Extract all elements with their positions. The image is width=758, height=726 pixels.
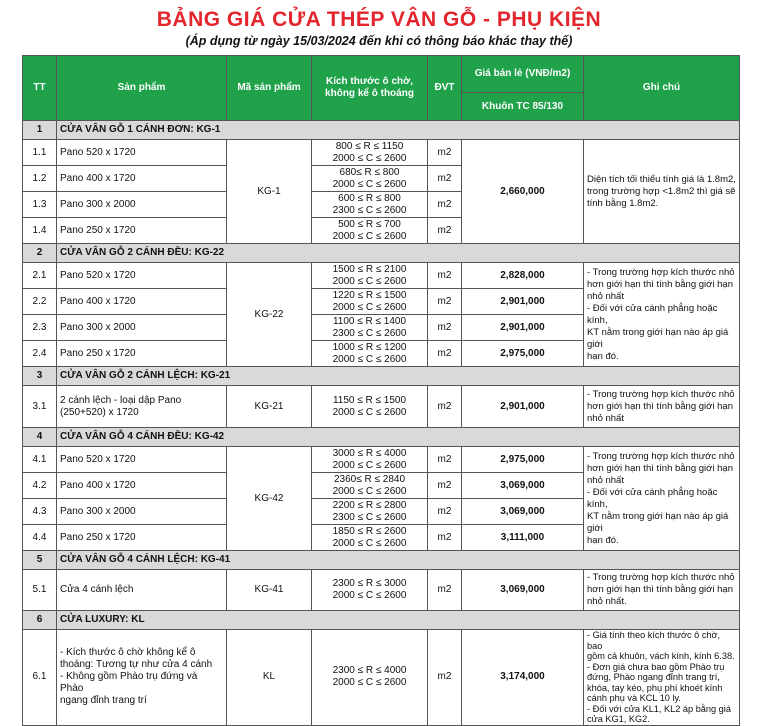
row-size xyxy=(312,140,428,166)
page-title: BẢNG GIÁ CỬA THÉP VÂN GỖ - PHỤ KIỆN xyxy=(156,8,602,31)
size-c: 2000 ≤ C ≤ 2600 xyxy=(332,275,407,287)
section-name: CỬA LUXURY: KL xyxy=(57,611,740,630)
header-size: Kích thước ô chờ, không kể ô thoáng xyxy=(312,56,428,121)
table-row xyxy=(23,447,740,473)
header-price: Giá bán lẻ (VNĐ/m2) xyxy=(462,56,584,93)
section-no: 6 xyxy=(23,611,57,630)
note-line: nhỏ nhất xyxy=(587,474,624,486)
note-line: hạn đó. xyxy=(587,534,619,546)
size-c: 2300 ≤ C ≤ 2600 xyxy=(332,327,407,339)
header-unit: ĐVT xyxy=(428,56,462,121)
row-product: Pano 250 x 1720 xyxy=(57,218,227,244)
row-product: Pano 300 x 2000 xyxy=(57,315,227,341)
row-price: 3,069,000 xyxy=(462,499,584,525)
note-line: - Trong trường hợp kích thước nhỏ xyxy=(587,572,735,583)
section-row xyxy=(23,551,740,570)
note-line: KT nằm trong giới hạn nào áp giá giới xyxy=(587,326,729,350)
section-no: 3 xyxy=(23,367,57,386)
section-name: CỬA VÂN GỖ 2 CÁNH LỆCH: KG-21 xyxy=(57,367,740,386)
size-c: 2000 ≤ C ≤ 2600 xyxy=(332,406,407,418)
row-product: Cửa 4 cánh lệch xyxy=(57,570,227,611)
page-subtitle: (Áp dụng từ ngày 15/03/2024 đến khi có thông báo khác thay thế) xyxy=(185,34,573,48)
row-unit: m2 xyxy=(428,499,462,525)
row-unit: m2 xyxy=(428,192,462,218)
group-code: KG-42 xyxy=(227,447,312,551)
section-no: 4 xyxy=(23,428,57,447)
size-r: 1850 ≤ R ≤ 2600 xyxy=(332,525,407,537)
product-line: thoáng: Tương tự như cửa 4 cánh xyxy=(60,659,213,671)
row-product: Pano 520 x 1720 xyxy=(57,263,227,289)
note-line: nhỏ nhất. xyxy=(587,596,627,607)
section-row xyxy=(23,244,740,263)
row-size xyxy=(312,166,428,192)
row-unit: m2 xyxy=(428,140,462,166)
size-r: 2300 ≤ R ≤ 3000 xyxy=(332,578,407,589)
size-c: 2000 ≤ C ≤ 2600 xyxy=(332,230,407,242)
row-unit: m2 xyxy=(428,386,462,428)
note-line: tính bằng 1.8m2. xyxy=(587,197,659,209)
row-tt: 1.1 xyxy=(23,140,57,166)
note-line: KT nằm trong giới hạn nào áp giá giới xyxy=(587,510,729,534)
row-product: Pano 300 x 2000 xyxy=(57,499,227,525)
row-size xyxy=(312,570,428,611)
note-line: hơn giới hạn thì tính bằng giới hạn xyxy=(587,400,733,412)
size-r: 1500 ≤ R ≤ 2100 xyxy=(332,263,407,275)
section-no: 2 xyxy=(23,244,57,263)
group-note xyxy=(584,386,740,428)
row-price: 3,111,000 xyxy=(462,525,584,551)
section-row xyxy=(23,367,740,386)
size-c: 2000 ≤ C ≤ 2600 xyxy=(332,459,407,471)
row-size xyxy=(312,218,428,244)
row-unit: m2 xyxy=(428,473,462,499)
note-line: Diện tích tối thiểu tính giá là 1.8m2, xyxy=(587,173,736,185)
row-tt: 2.4 xyxy=(23,341,57,367)
row-tt: 4.3 xyxy=(23,499,57,525)
row-tt: 1.2 xyxy=(23,166,57,192)
row-unit: m2 xyxy=(428,289,462,315)
row-size xyxy=(312,473,428,499)
product-line: - Kích thước ô chờ không kể ô xyxy=(60,647,196,659)
table-row xyxy=(23,386,740,428)
group-price: 2,660,000 xyxy=(462,140,584,244)
size-r: 1220 ≤ R ≤ 1500 xyxy=(332,289,407,301)
row-tt: 5.1 xyxy=(23,570,57,611)
row-price: 2,901,000 xyxy=(462,386,584,428)
size-r: 2300 ≤ R ≤ 4000 xyxy=(332,665,407,677)
note-line: nhỏ nhất xyxy=(587,412,624,424)
row-unit: m2 xyxy=(428,341,462,367)
size-c: 2000 ≤ C ≤ 2600 xyxy=(332,485,407,497)
row-unit: m2 xyxy=(428,570,462,611)
group-note xyxy=(584,630,740,726)
note-line: hơn giới hạn thì tính bằng giới hạn xyxy=(587,278,733,290)
row-price: 2,975,000 xyxy=(462,341,584,367)
row-unit: m2 xyxy=(428,630,462,726)
header-code: Mã sản phẩm xyxy=(227,56,312,121)
note-line: - Trong trường hợp kích thước nhỏ xyxy=(587,266,735,278)
header-frame: Khuôn TC 85/130 xyxy=(462,93,584,121)
row-tt: 4.2 xyxy=(23,473,57,499)
section-no: 1 xyxy=(23,121,57,140)
section-name: CỬA VÂN GỖ 4 CÁNH ĐỀU: KG-42 xyxy=(57,428,740,447)
group-note xyxy=(584,140,740,244)
note-line: gồm cả khuôn, vách kính, kính 6.38. xyxy=(587,651,735,661)
row-size xyxy=(312,192,428,218)
table-row xyxy=(23,263,740,289)
row-tt: 1.4 xyxy=(23,218,57,244)
section-name: CỬA VÂN GỖ 1 CÁNH ĐƠN: KG-1 xyxy=(57,121,740,140)
row-price: 2,901,000 xyxy=(462,289,584,315)
size-r: 500 ≤ R ≤ 700 xyxy=(338,218,401,230)
row-unit: m2 xyxy=(428,315,462,341)
note-line: - Đơn giá chưa bao gồm Phào trụ xyxy=(587,661,725,672)
row-product: Pano 400 x 1720 xyxy=(57,289,227,315)
group-note xyxy=(584,263,740,367)
note-line: - Trong trường hợp kích thước nhỏ xyxy=(587,388,735,400)
section-row xyxy=(23,121,740,140)
row-tt: 1.3 xyxy=(23,192,57,218)
row-tt: 2.3 xyxy=(23,315,57,341)
product-line: (250+520) x 1720 xyxy=(60,406,139,418)
row-tt: 3.1 xyxy=(23,386,57,428)
row-price: 2,975,000 xyxy=(462,447,584,473)
row-size xyxy=(312,499,428,525)
row-tt: 2.2 xyxy=(23,289,57,315)
row-product: Pano 250 x 1720 xyxy=(57,525,227,551)
row-size xyxy=(312,447,428,473)
product-line: ngang đỉnh trang trí xyxy=(60,695,147,707)
row-tt: 4.4 xyxy=(23,525,57,551)
row-size xyxy=(312,525,428,551)
header-tt: TT xyxy=(23,56,57,121)
note-line: cánh phụ và KCL 10 ly. xyxy=(587,693,681,703)
product-line: 2 cánh lệch - loại dập Pano xyxy=(60,394,182,406)
row-price: 3,174,000 xyxy=(462,630,584,726)
note-line: đứng, Phào ngang đỉnh trang trí, xyxy=(587,672,720,682)
table-row xyxy=(23,570,740,611)
size-r: 1100 ≤ R ≤ 1400 xyxy=(332,315,407,327)
size-c: 2000 ≤ C ≤ 2600 xyxy=(332,537,407,549)
size-c: 2000 ≤ C ≤ 2600 xyxy=(332,178,407,190)
size-r: 600 ≤ R ≤ 800 xyxy=(338,192,401,204)
row-product: Pano 250 x 1720 xyxy=(57,341,227,367)
note-line: - Đối với cửa KL1, KL2 áp bằng giá xyxy=(587,703,731,714)
section-no: 5 xyxy=(23,551,57,570)
size-c: 2000 ≤ C ≤ 2600 xyxy=(332,353,407,365)
note-line: cửa KG1, KG2. xyxy=(587,714,650,724)
row-unit: m2 xyxy=(428,218,462,244)
row-unit: m2 xyxy=(428,263,462,289)
row-size xyxy=(312,263,428,289)
section-row xyxy=(23,428,740,447)
row-size xyxy=(312,386,428,428)
note-line: hơn giới hạn thì tính bằng giới hạn xyxy=(587,462,733,474)
row-code: KL xyxy=(227,630,312,726)
row-product: Pano 300 x 2000 xyxy=(57,192,227,218)
row-code: KG-21 xyxy=(227,386,312,428)
note-line: nhỏ nhất xyxy=(587,290,624,302)
row-size xyxy=(312,630,428,726)
row-price: 2,828,000 xyxy=(462,263,584,289)
product-line: - Không gồm Phào trụ đứng và Phào xyxy=(60,671,198,695)
row-product xyxy=(57,386,227,428)
group-note xyxy=(584,570,740,611)
row-price: 3,069,000 xyxy=(462,473,584,499)
section-row xyxy=(23,611,740,630)
row-tt: 2.1 xyxy=(23,263,57,289)
size-c: 2300 ≤ C ≤ 2600 xyxy=(332,204,407,216)
header-product: Sản phẩm xyxy=(57,56,227,121)
row-code: KG-41 xyxy=(227,570,312,611)
size-r: 1150 ≤ R ≤ 1500 xyxy=(332,394,407,406)
size-r: 3000 ≤ R ≤ 4000 xyxy=(332,447,407,459)
group-code: KG-1 xyxy=(227,140,312,244)
row-unit: m2 xyxy=(428,525,462,551)
size-c: 2300 ≤ C ≤ 2600 xyxy=(332,511,407,523)
note-line: trong trường hợp <1.8m2 thì giá sẽ xyxy=(587,185,736,197)
size-r: 800 ≤ R ≤ 1150 xyxy=(335,140,404,152)
size-r: 1000 ≤ R ≤ 1200 xyxy=(332,341,407,353)
size-c: 2000 ≤ C ≤ 2600 xyxy=(332,590,407,601)
row-size xyxy=(312,289,428,315)
group-note xyxy=(584,447,740,551)
size-r: 2360≤ R ≤ 2840 xyxy=(333,473,406,485)
price-table xyxy=(22,55,740,726)
note-line: - Giá tính theo kích thước ô chờ, bao xyxy=(587,630,721,651)
row-unit: m2 xyxy=(428,166,462,192)
row-product xyxy=(57,630,227,726)
header-note: Ghi chú xyxy=(584,56,740,121)
note-line: - Đối với cửa cánh phẳng hoặc kính, xyxy=(587,486,718,510)
section-name: CỬA VÂN GỖ 2 CÁNH ĐỀU: KG-22 xyxy=(57,244,740,263)
row-product: Pano 520 x 1720 xyxy=(57,140,227,166)
row-tt: 6.1 xyxy=(23,630,57,726)
size-r: 680≤ R ≤ 800 xyxy=(339,166,400,178)
section-name: CỬA VÂN GỖ 4 CÁNH LỆCH: KG-41 xyxy=(57,551,740,570)
row-size xyxy=(312,315,428,341)
note-line: khóa, tay kéo, phụ phí khoét kính xyxy=(587,682,723,693)
row-tt: 4.1 xyxy=(23,447,57,473)
note-line: hơn giới hạn thì tính bằng giới hạn xyxy=(587,584,733,595)
row-price: 2,901,000 xyxy=(462,315,584,341)
group-code: KG-22 xyxy=(227,263,312,367)
size-c: 2000 ≤ C ≤ 2600 xyxy=(332,152,407,164)
row-price: 3,069,000 xyxy=(462,570,584,611)
table-row xyxy=(23,140,740,166)
table-row xyxy=(23,630,740,726)
note-line: hạn đó. xyxy=(587,350,619,362)
row-product: Pano 400 x 1720 xyxy=(57,166,227,192)
note-line: - Trong trường hợp kích thước nhỏ xyxy=(587,450,735,462)
row-product: Pano 520 x 1720 xyxy=(57,447,227,473)
size-c: 2000 ≤ C ≤ 2600 xyxy=(332,301,407,313)
size-c: 2000 ≤ C ≤ 2600 xyxy=(332,677,407,689)
row-product: Pano 400 x 1720 xyxy=(57,473,227,499)
note-line: - Đối với cửa cánh phẳng hoặc kính, xyxy=(587,302,718,326)
size-r: 2200 ≤ R ≤ 2800 xyxy=(332,499,407,511)
row-size xyxy=(312,341,428,367)
row-unit: m2 xyxy=(428,447,462,473)
